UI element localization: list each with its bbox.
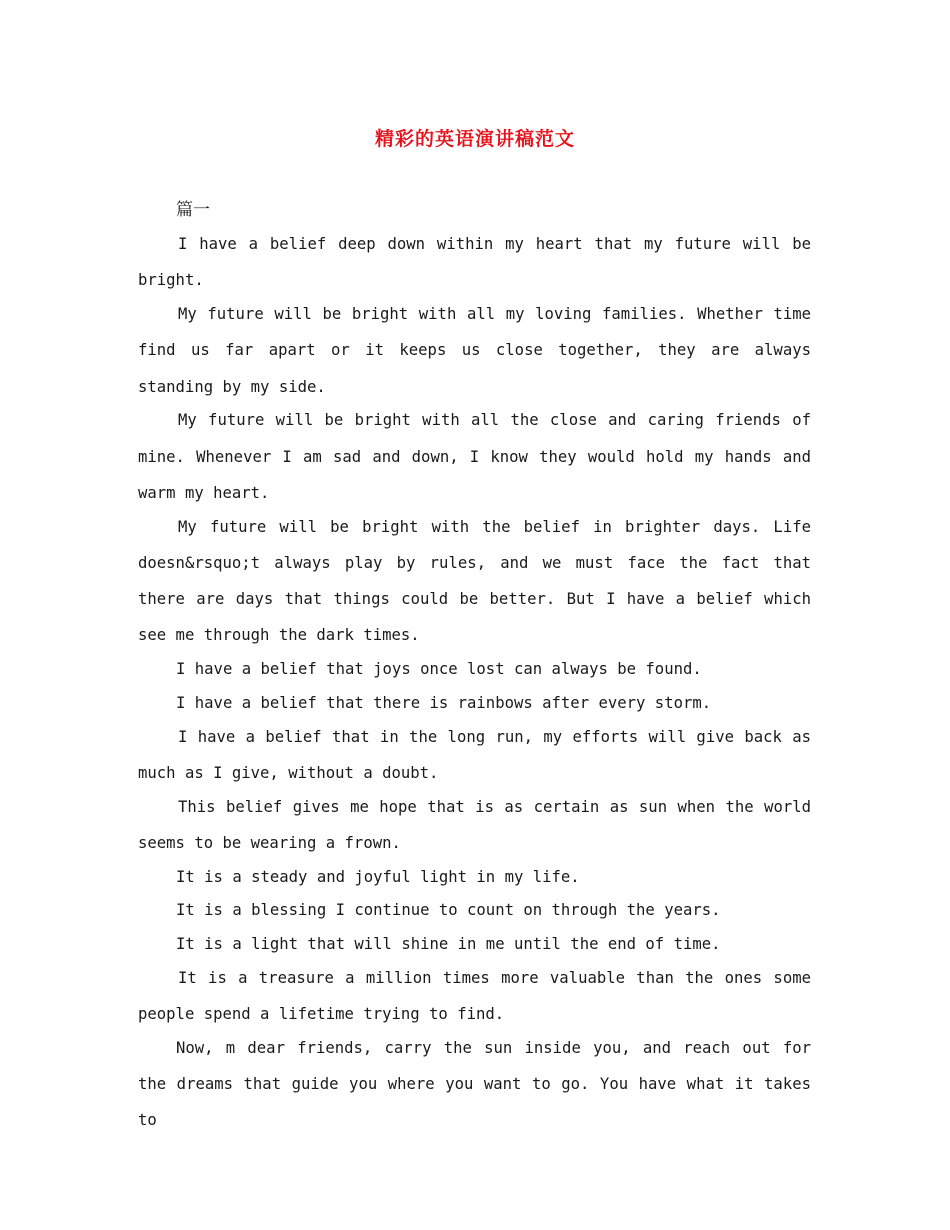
paragraph: It is a treasure a million times more valuable than the ones some people spend a lifetime trying to find. (138, 968, 811, 1023)
paragraph: It is a steady and joyful light in my life. (176, 867, 580, 886)
paragraph: My future will be bright with all the close and caring friends of mine. Whenever I am sad and down, I know they would hold my hands and warm my heart. (138, 411, 811, 502)
paragraph: This belief gives me hope that is as certain as sun when the world seems to be wearing a frown. (138, 797, 811, 852)
paragraph: My future will be bright with all my loving families. Whether time find us far apart or it keeps us close together, they are always standing by my side. (138, 305, 811, 396)
paragraph: I have a belief that in the long run, my efforts will give back as much as I give, without a doubt. (138, 727, 811, 782)
section-label: 篇一 (176, 200, 210, 220)
document-body (138, 226, 811, 1136)
paragraph: It is a light that will shine in me until the end of time. (176, 935, 721, 953)
paragraph: I have a belief deep down within my heart that my future will be bright. (138, 235, 811, 290)
paragraph: I have a belief that joys once lost can always be found. (176, 660, 702, 679)
paragraph: My future will be bright with the belief in brighter days. Life doesn&rsquo;t always play by rules, and we must face the fact that there are days that things could be better. But I have a belief which see me through the dark times. (138, 517, 811, 645)
document-title: 精彩的英语演讲稿范文 (374, 128, 575, 150)
paragraph: It is a blessing I continue to count on through the years. (176, 901, 721, 920)
paragraph: I have a belief that there is rainbows after every storm. (176, 693, 712, 712)
paragraph: Now, m dear friends, carry the sun inside you, and reach out for the dreams that guide you where you want to go. You have what it takes to (138, 1038, 811, 1130)
